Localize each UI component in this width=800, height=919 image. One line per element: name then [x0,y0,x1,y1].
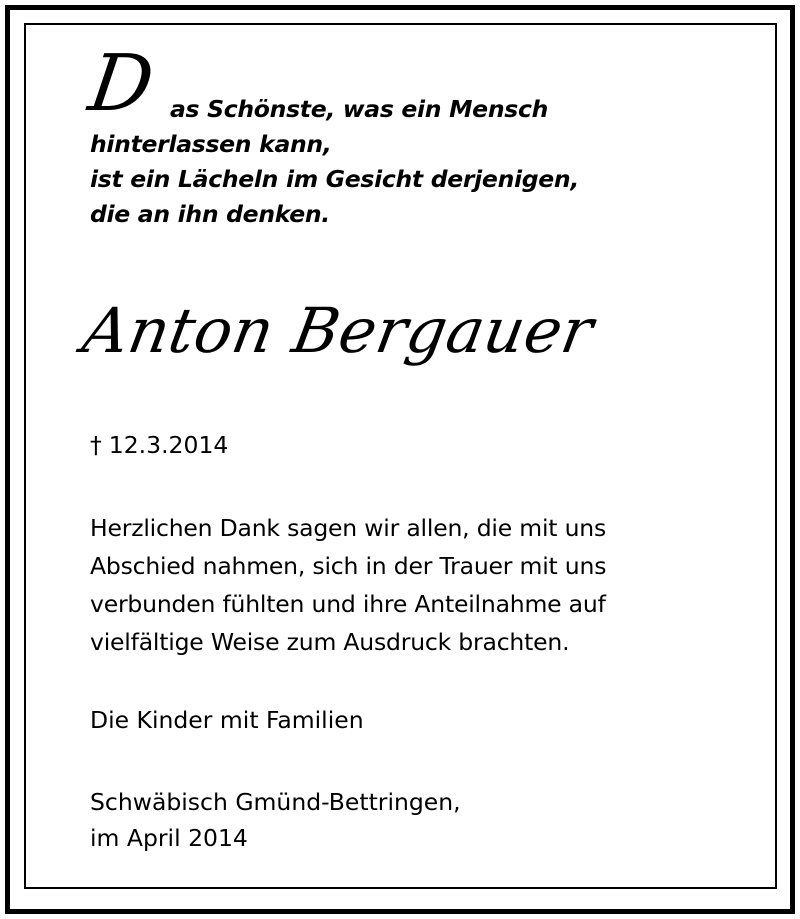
motto-drop-cap: D [83,39,159,129]
thanks-line-1: Herzlichen Dank sagen wir allen, die mit uns [90,514,607,542]
month-line: im April 2014 [90,824,248,852]
motto-line-4: die an ihn denken. [90,200,330,228]
thanks-line-2: Abschied nahmen, sich in der Trauer mit uns [90,552,607,580]
thanks-line-4: vielfältige Weise zum Ausdruck brachten. [90,628,570,656]
family-signature: Die Kinder mit Familien [90,706,364,734]
motto-quote [83,39,579,232]
death-cross-symbol: † [90,431,102,459]
motto-line-3: ist ein Lächeln im Gesicht derjenigen, [90,165,579,193]
place-line: Schwäbisch Gmünd-Bettringen, [90,788,461,816]
motto-line-1: as Schönste, was ein Mensch [170,95,548,123]
death-date: 12.3.2014 [108,431,229,459]
death-date-line [90,428,228,462]
thanks-line-3: verbunden fühlten und ihre Anteilnahme auf [90,590,606,618]
deceased-name: Anton Bergauer [77,294,599,367]
motto-line-2: hinterlassen kann, [90,130,332,158]
thanks-paragraph [90,509,606,661]
place-and-date [90,784,461,856]
